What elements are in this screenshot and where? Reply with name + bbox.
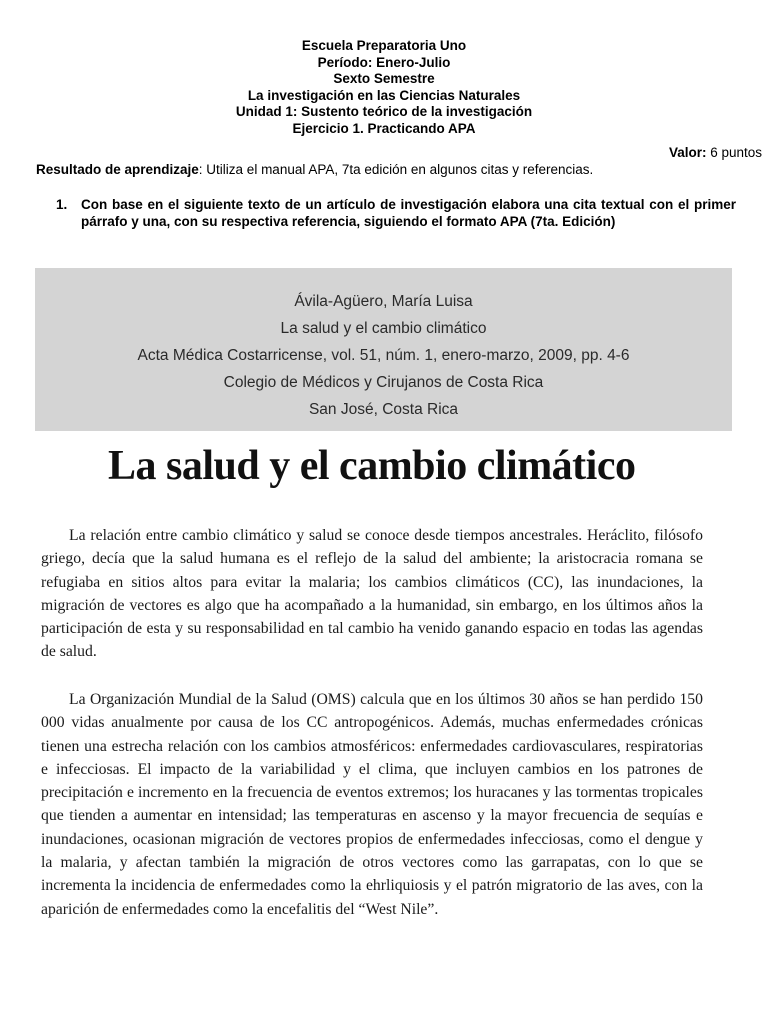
- citation-title: La salud y el cambio climático: [280, 320, 487, 337]
- learning-outcome: [36, 162, 756, 178]
- citation-journal: Acta Médica Costarricense, vol. 51, núm. 1, enero-marzo, 2009, pp. 4-6: [137, 347, 630, 364]
- score-label: Valor:: [668, 145, 707, 160]
- article-paragraph-1: La relación entre cambio climático y salud se conoce desde tiempos ancestrales. Heráclito, filósofo griego, decía que la salud humana es el reflejo de la salud del ambiente; la aristocracia romana se refugiaba en sitios altos para evitar la malaria; los cambios climáticos (CC), las inundaciones, la migración de vectores es algo que ha acompañado a la humanidad, sin embargo, en los últimos años la participación de esta y su responsabilidad en tal cambio ha venido ganando espacio en todas las agendas de salud.: [41, 527, 703, 661]
- period: Período: Enero-Julio: [317, 54, 451, 70]
- article-paragraph-2: La Organización Mundial de la Salud (OMS) calcula que en los últimos 30 años se han perdido 150 000 vidas anualmente por causa de los CC antropogénicos. Además, muchas enfermedades crónicas tienen una estrecha relación con los cambios atmosféricos: enfermedades cardiovasculares, respiratorias e infecciosas. El impacto de la variabilidad y el clima, que incluyen cambios en los patrones de precipitación e incremento en la frecuencia de eventos extremos; los huracanes y las tormentas tropicales que tienden a aumentar en intensidad; las temperaturas en ascenso y la mayor frecuencia de sequías e inundaciones, ocasionan migración de vectores propios de enfermedades infecciosas, como el dengue y la malaria, y afectan también la migración de otros vectores como las garrapatas, con lo que se incrementa la incidencia de enfermedades como la ehrliquiosis y el patrón migratorio de las aves, con la aparición de enfermedades como la encefalitis del “West Nile”.: [41, 691, 703, 918]
- instruction-text: Con base en el siguiente texto de un artículo de investigación elabora una cita textual con el primer párrafo y una, con su respectiva referencia, siguiendo el formato APA (7ta. Edición): [81, 197, 736, 229]
- exercise-title: Ejercicio 1. Practicando APA: [292, 120, 476, 136]
- citation-box: [35, 268, 732, 431]
- learning-outcome-label: Resultado de aprendizaje: [36, 162, 199, 177]
- score-points: 6 puntos: [706, 145, 762, 160]
- instruction-number: 1.: [56, 197, 68, 212]
- unit-title: Unidad 1: Sustento teórico de la investigación: [235, 104, 533, 119]
- course-name: La investigación en las Ciencias Naturales: [247, 87, 521, 103]
- learning-outcome-text: : Utiliza el manual APA, 7ta edición en algunos citas y referencias.: [198, 162, 594, 177]
- citation-lines: [35, 288, 732, 423]
- instruction-item: [56, 196, 736, 230]
- school-name: Escuela Preparatoria Uno: [301, 38, 467, 53]
- document-header: [0, 38, 768, 137]
- citation-location: San José, Costa Rica: [308, 401, 459, 418]
- article-title: La salud y el cambio climático: [108, 443, 636, 489]
- citation-publisher: Colegio de Médicos y Cirujanos de Costa Rica: [223, 374, 544, 391]
- score-value: [669, 145, 762, 161]
- semester: Sexto Semestre: [333, 71, 435, 86]
- citation-author: Ávila-Agüero, María Luisa: [294, 293, 473, 310]
